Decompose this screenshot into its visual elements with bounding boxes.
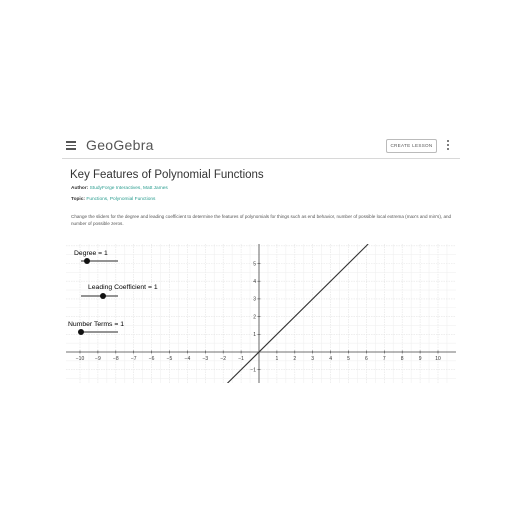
x-tick-label: 10: [435, 356, 441, 362]
topic-label: Topic:: [71, 197, 86, 202]
description: Change the sliders for the degree and leading coefficient to determine the features of polynomials for things such as end behavior, number of possible local extrema (max's and min's), and number of possible zeros.: [71, 214, 452, 226]
y-tick-label: 4: [253, 279, 256, 285]
x-tick-label: 9: [418, 356, 422, 362]
menu-icon[interactable]: [66, 139, 76, 151]
function-curve: [225, 244, 368, 383]
slider-knob[interactable]: [84, 258, 90, 264]
top-bar: [62, 136, 460, 159]
x-tick-label: −4: [184, 356, 191, 362]
applet-graph[interactable]: [66, 244, 456, 383]
x-tick-label: −7: [130, 356, 137, 362]
slider-knob[interactable]: [100, 293, 106, 299]
x-tick-label: 5: [347, 356, 350, 362]
x-tick-label: 8: [400, 356, 404, 362]
y-tick-label: 1: [253, 332, 256, 339]
x-tick-label: −9: [95, 356, 101, 362]
x-tick-label: −10: [75, 356, 85, 362]
slider-knob[interactable]: [78, 329, 84, 335]
x-tick-label: −8: [112, 356, 119, 362]
slider-label: Degree = 1: [74, 250, 108, 257]
y-tick-label: −1: [250, 367, 256, 374]
geogebra-logo[interactable]: GeoGebra: [86, 137, 154, 153]
slider-label: Number Terms = 1: [68, 321, 124, 328]
sliders[interactable]: [68, 250, 158, 335]
x-tick-label: −6: [148, 356, 155, 362]
topic-line: [71, 197, 155, 202]
y-tick-label: 2: [253, 314, 256, 321]
author-line: [71, 186, 168, 191]
x-tick-label: 2: [293, 356, 297, 362]
x-tick-label: 6: [365, 356, 368, 362]
tick-labels: [76, 261, 441, 373]
x-tick-label: −1: [238, 356, 244, 362]
create-lesson-button[interactable]: CREATE LESSON: [386, 139, 437, 153]
grid: [66, 244, 456, 383]
x-tick-label: 4: [329, 356, 332, 362]
slider-label: Leading Coefficient = 1: [88, 284, 158, 291]
y-tick-label: 3: [253, 296, 256, 303]
x-tick-label: −5: [166, 356, 173, 362]
x-tick-label: 1: [275, 356, 279, 362]
function-line: [225, 244, 368, 383]
topic-link[interactable]: Functions, Polynomial Functions: [86, 197, 156, 202]
kebab-icon[interactable]: [445, 138, 451, 152]
slider-2[interactable]: [81, 284, 158, 299]
x-tick-label: 3: [311, 356, 315, 362]
author-label: Author:: [71, 186, 89, 191]
page-title: Key Features of Polynomial Functions: [70, 169, 264, 181]
slider-1[interactable]: [74, 250, 118, 264]
author-link[interactable]: StudyForge Interactives, Matt James: [89, 186, 168, 191]
x-tick-label: −3: [202, 356, 209, 362]
x-tick-label: −2: [220, 356, 227, 362]
x-tick-label: 7: [382, 356, 386, 362]
y-tick-label: 5: [253, 261, 256, 268]
